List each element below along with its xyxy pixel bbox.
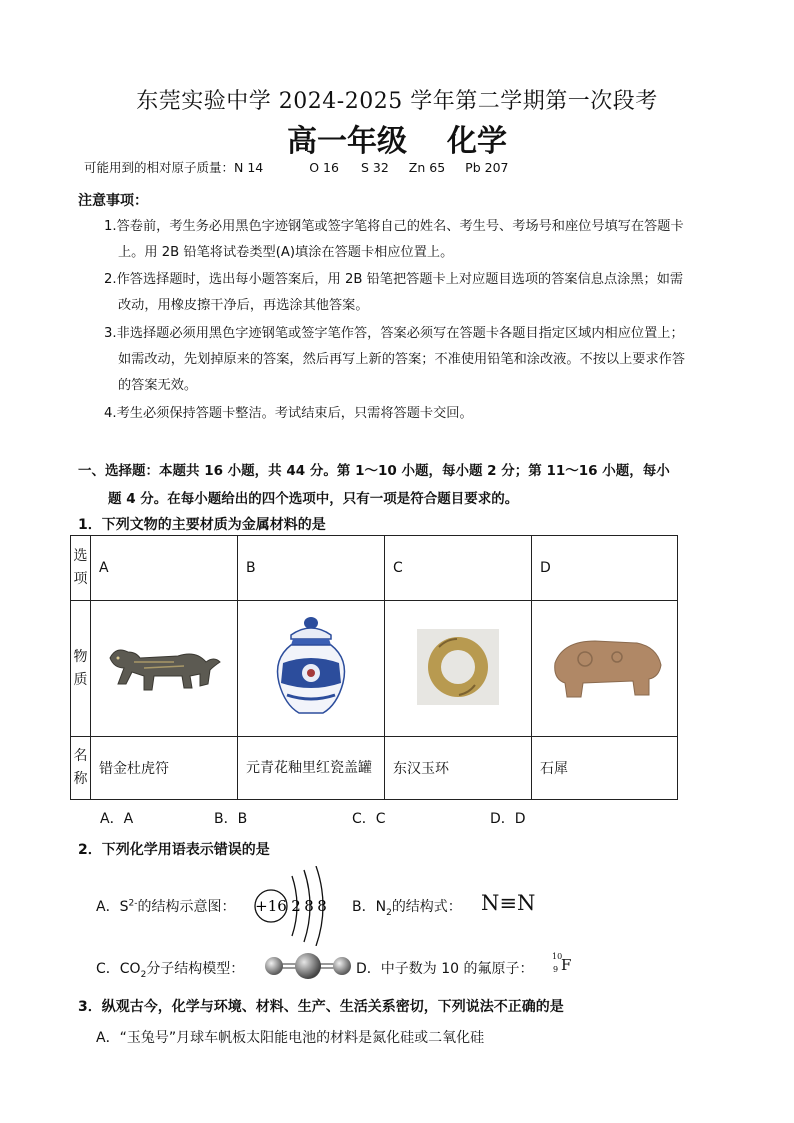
- subject: 化学: [447, 124, 507, 159]
- notice-3-line2: 如需改动，先划掉原来的答案，然后再写上新的答案；不准使用铅笔和涂改液。不按以上要求作答: [118, 352, 686, 367]
- jade-ring-image: [417, 629, 499, 705]
- header-item: 物 质: [71, 601, 91, 737]
- image-stone-rhino: [532, 601, 678, 737]
- section-heading: [78, 457, 728, 513]
- q2-option-d: D．中子数为 10 的氟原子：: [356, 961, 534, 977]
- porcelain-jar-image: [271, 613, 351, 721]
- grade: 高一年级: [287, 124, 407, 159]
- fluorine-nuclide: 10 9 F: [552, 952, 572, 974]
- n2-structural-formula: N≡N: [481, 891, 536, 915]
- mass-s: S 32: [360, 160, 389, 175]
- image-jade-ring: [385, 601, 532, 737]
- q1-answer-d: D．D: [490, 811, 526, 827]
- option-a: A: [91, 536, 238, 601]
- q2-option-b: B．$N_2$的结构式：: [352, 899, 462, 918]
- masses-label: 可能用到的相对原子质量：: [84, 160, 235, 175]
- q1-answer-c: C．C: [352, 811, 386, 827]
- q2-option-c: C．$CO_2$分子结构模型：: [96, 961, 245, 980]
- name-d: 石犀: [532, 737, 678, 800]
- q1-table: [70, 535, 678, 800]
- nucleus-charge: +16: [255, 897, 287, 915]
- q2-option-a: A．$S^{2-}$的结构示意图：: [96, 898, 236, 915]
- notice-1-line1: 1.答卷前，考生务必用黑色字迹钢笔或签字笔将自己的姓名、考生号、考场号和座位号填写在答题卡: [104, 219, 684, 234]
- shell-2-count: 8: [304, 897, 314, 915]
- notice-3-line1: 3.非选择题必须用黑色字迹钢笔或签字笔作答，答案必须写在答题卡各题目指定区域内相应位置上；: [104, 326, 684, 341]
- notice-item-3: [104, 321, 685, 399]
- mass-n: N 14: [234, 160, 264, 175]
- q1-answer-b: B．B: [214, 811, 248, 827]
- mass-o: O 16: [309, 160, 339, 175]
- q3-option-a: A．“玉兔号”月球车帆板太阳能电池的材料是氮化硅或二氧化硅: [96, 1030, 485, 1046]
- mass-pb: Pb 207: [465, 160, 509, 175]
- image-tiger-tally: [91, 601, 238, 737]
- shell-3-count: 8: [317, 897, 327, 915]
- q2-stem: 2．下列化学用语表示错误的是: [78, 842, 270, 858]
- header-option: 选 项: [71, 536, 91, 601]
- section-line1: 一、选择题：本题共 16 小题，共 44 分。第 1～10 小题，每小题 2 分；第 11～16 小题，每小: [78, 463, 670, 479]
- notice-item-4: [104, 401, 473, 427]
- mass-zn: Zn 65: [408, 160, 446, 175]
- name-c: 东汉玉环: [385, 737, 532, 800]
- notice-heading: 注意事项：: [78, 193, 148, 209]
- oxygen-atom-right: [333, 957, 351, 975]
- oxygen-atom-left: [265, 957, 283, 975]
- name-b: 元青花釉里红瓷盖罐: [238, 737, 385, 800]
- q1-stem: 1．下列文物的主要材质为金属材料的是: [78, 517, 326, 533]
- sulfide-ion-diagram: [252, 866, 336, 946]
- image-porcelain-jar: [238, 601, 385, 737]
- notice-1-line2: 上。用 2B 铅笔将试卷类型(A)填涂在答题卡相应位置上。: [118, 245, 454, 260]
- shell-1-count: 2: [291, 897, 301, 915]
- notice-item-1: [104, 214, 684, 266]
- header-name: 名 称: [71, 737, 91, 800]
- notice-3-line3: 的答案无效。: [118, 378, 198, 393]
- name-a: 错金杜虎符: [91, 737, 238, 800]
- notice-item-2: [104, 267, 683, 319]
- q3-stem: 3．纵观古今，化学与环境、材料、生产、生活关系密切，下列说法不正确的是: [78, 999, 564, 1015]
- co2-model: [262, 952, 354, 980]
- tiger-tally-image: [104, 632, 224, 702]
- option-d: D: [532, 536, 678, 601]
- carbon-atom: [295, 953, 321, 979]
- option-c: C: [385, 536, 532, 601]
- notice-2-line2: 改动，用橡皮擦干净后，再选涂其他答案。: [118, 298, 369, 313]
- option-b: B: [238, 536, 385, 601]
- q1-answer-a: A．A: [100, 811, 134, 827]
- atomic-masses: [84, 158, 522, 176]
- section-line2: 题 4 分。在每小题给出的四个选项中，只有一项是符合题目要求的。: [108, 491, 519, 507]
- grade-subject: [0, 116, 794, 160]
- notice-4-line1: 4.考生必须保持答题卡整洁。考试结束后，只需将答题卡交回。: [104, 406, 473, 421]
- exam-title: 东莞实验中学 2024-2025 学年第二学期第一次段考: [136, 89, 658, 114]
- notice-2-line1: 2.作答选择题时，选出每小题答案后，用 2B 铅笔把答题卡上对应题目选项的答案信息点涂黑；如需: [104, 272, 684, 287]
- stone-rhino-image: [545, 629, 665, 705]
